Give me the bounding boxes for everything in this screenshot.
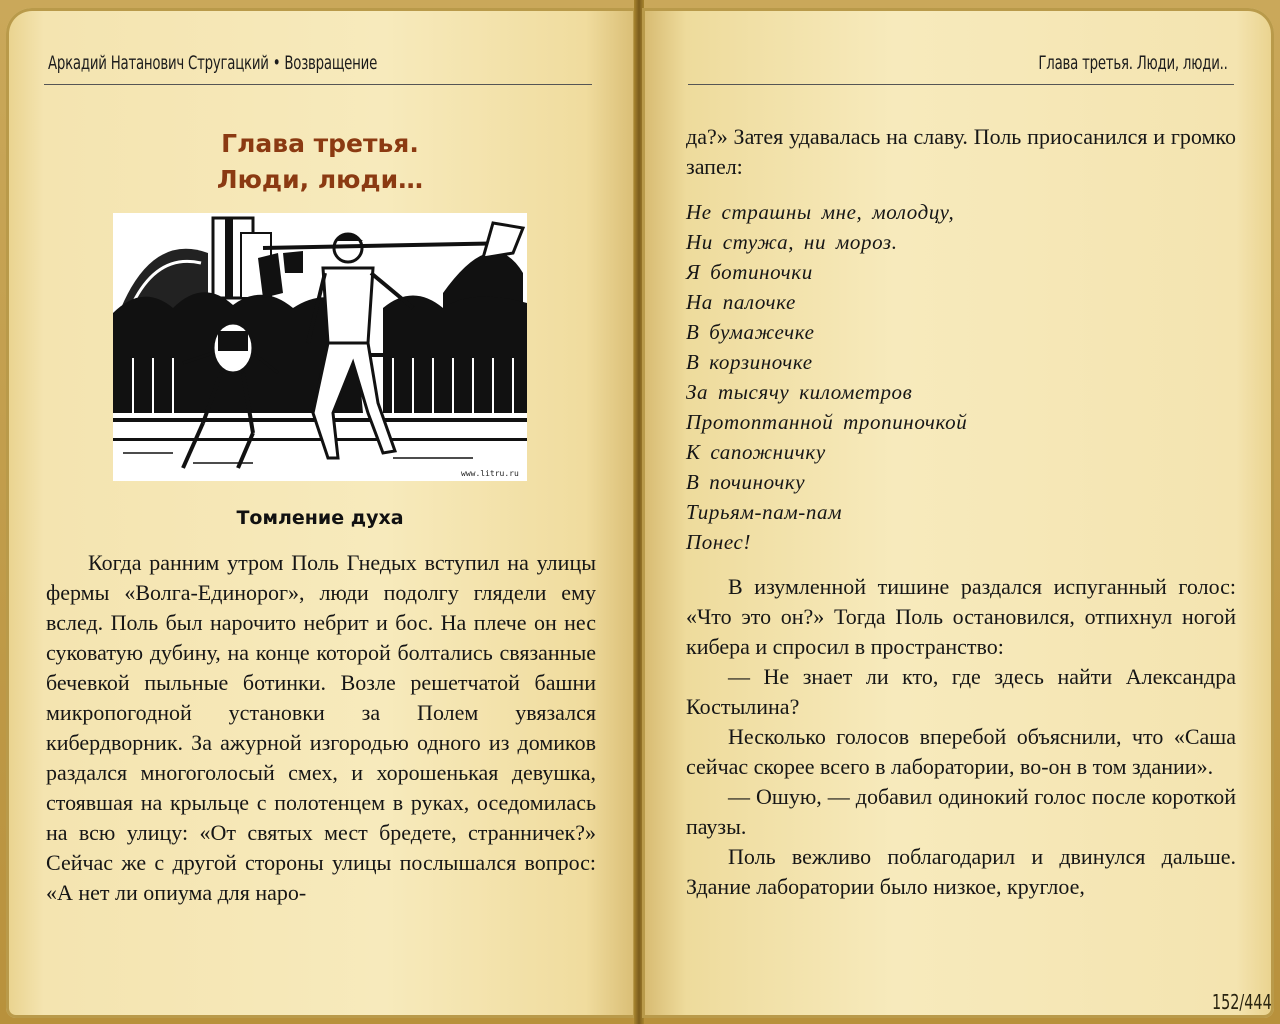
- left-paragraph: Когда ранним утром Поль Гнедых вступил на улицы фермы «Волга-Единорог», люди подолгу глядели ему вслед. Поль был нарочито небрит и бос. На плече он нес суковатую дубину, на конце которой болтались связанные бечевкой пыльные ботинки. Возле решетчатой башни микропогодной установки за Полем увязался кибердворник. За ажурной изгородью одного из домиков раздался многоголосый смех, и хорошенькая девушка, стоявшая на крыльце с полотенцем в руках, оседомилась на всю улицу: «От святых мест бредете, странничек?» Сейчас же с другой стороны улицы послышался вопрос: «А нет ли опиума для наро-: [46, 550, 596, 905]
- right-paragraph: — Ошую, — добавил одинокий голос после короткой паузы.: [686, 784, 1236, 839]
- header-rule-left: [44, 84, 592, 85]
- left-page-text: [46, 548, 596, 908]
- right-paragraph: — Не знает ли кто, где здесь найти Александра Костылина?: [686, 664, 1236, 719]
- right-paragraph: Поль вежливо поблагодарил и двинулся дальше. Здание лаборатории было низкое, круглое,: [686, 844, 1236, 899]
- poem-block: [686, 197, 1236, 557]
- right-page-text: [686, 572, 1236, 902]
- right-paragraph: Несколько голосов вперебой объяснили, что «Саша сейчас скорее всего в лаборатории, во-он в том здании».: [686, 724, 1236, 779]
- poem-line: В корзиночке: [686, 350, 813, 374]
- right-paragraph: В изумленной тишине раздался испуганный голос: «Что это он?» Тогда Поль остановился, отпихнул ногой кибера и спросил в пространство:: [686, 574, 1236, 659]
- poem-line: Не страшны мне, молодцу,: [686, 200, 955, 224]
- poem-line: Я ботиночки: [686, 260, 813, 284]
- illustration-caption: www.litru.ru: [461, 469, 519, 478]
- header-rule-right: [688, 84, 1234, 85]
- poem-line: К сапожничку: [686, 440, 826, 464]
- poem-line: На палочке: [686, 290, 796, 314]
- chapter-title-line1: Глава третья.: [221, 129, 419, 158]
- poem-line: Протоптанной тропиночкой: [686, 410, 968, 434]
- chapter-title-line2: Люди, люди…: [216, 165, 424, 194]
- page-counter: 152/444: [1212, 990, 1272, 1014]
- intro-paragraph: да?» Затея удавалась на славу. Поль приосанился и громко запел:: [686, 124, 1236, 179]
- poem-line: Ни стужа, ни мороз.: [686, 230, 898, 254]
- running-header-author-title: Аркадий Натанович Стругацкий • Возвращение: [48, 52, 378, 74]
- poem-line: В починочку: [686, 470, 806, 494]
- poem-line: Понес!: [686, 530, 752, 554]
- chapter-subtitle: Томление духа: [236, 507, 404, 529]
- right-page-intro: [686, 122, 1236, 182]
- running-header-chapter: Глава третья. Люди, люди..: [1038, 52, 1228, 74]
- poem-line: За тысячу километров: [686, 380, 913, 404]
- poem-line: В бумажечке: [686, 320, 815, 344]
- illustration-drawing: [113, 213, 527, 481]
- chapter-title: [120, 126, 520, 198]
- chapter-illustration: [113, 213, 527, 481]
- poem-line: Тирьям-пам-пам: [686, 500, 843, 524]
